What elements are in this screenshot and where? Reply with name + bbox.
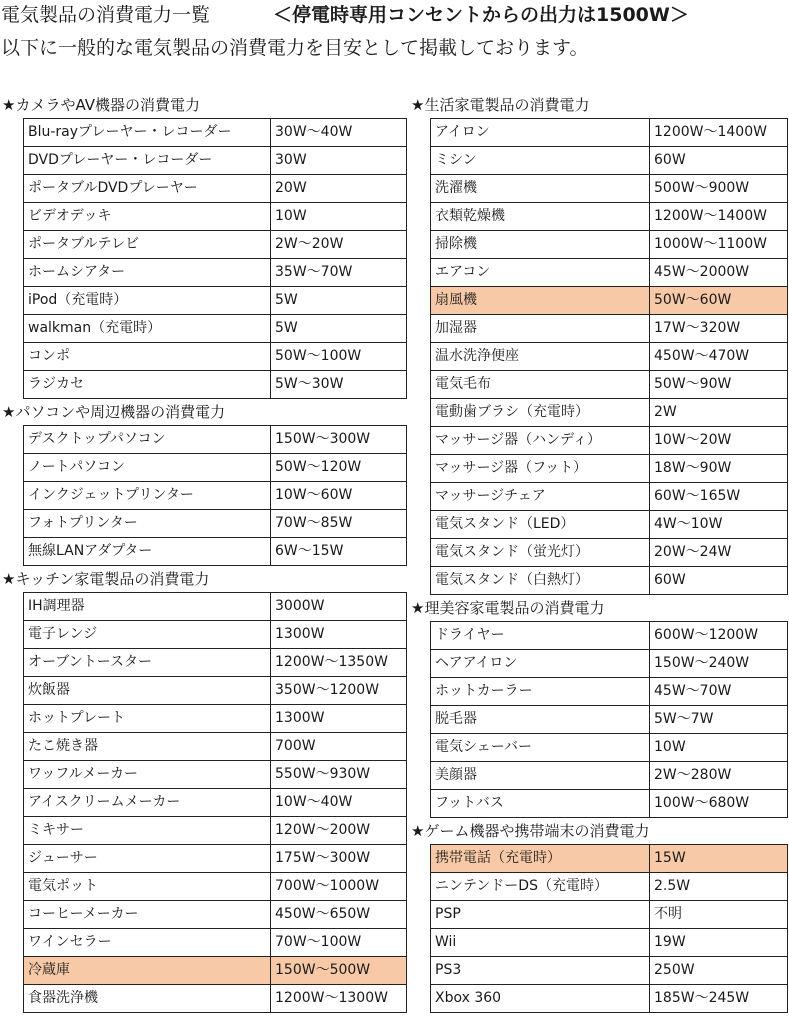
appliance-name: iPod（充電時） <box>24 287 271 315</box>
table-row <box>431 706 788 734</box>
power-value: 1000W〜1100W <box>650 231 788 259</box>
appliance-name: ホットプレート <box>24 705 271 733</box>
power-value: 1200W〜1300W <box>271 985 407 1013</box>
power-value: 15W <box>650 845 788 873</box>
appliance-name: ミシン <box>431 147 650 175</box>
appliance-name: 掃除機 <box>431 231 650 259</box>
appliance-name: ミキサー <box>24 817 271 845</box>
table-row <box>24 677 407 705</box>
appliance-name: 電気毛布 <box>431 371 650 399</box>
appliance-name: IH調理器 <box>24 593 271 621</box>
table-row <box>24 175 407 203</box>
table-row <box>431 175 788 203</box>
table-row <box>431 845 788 873</box>
table-row <box>431 399 788 427</box>
power-value: 17W〜320W <box>650 315 788 343</box>
appliance-name: 電気スタンド（LED） <box>431 511 650 539</box>
section-heading: ★カメラやAV機器の消費電力 <box>2 96 201 114</box>
appliance-name: ヘアアイロン <box>431 650 650 678</box>
appliance-name: 扇風機 <box>431 287 650 315</box>
title-text: 電気製品の消費電力一覧 <box>1 4 211 26</box>
power-value: 3000W <box>271 593 407 621</box>
power-value: 5W〜30W <box>271 371 407 399</box>
power-table <box>430 621 788 818</box>
table-row <box>24 147 407 175</box>
left-column <box>1 92 408 1013</box>
power-value: 30W <box>271 147 407 175</box>
appliance-name: ビデオデッキ <box>24 203 271 231</box>
power-value: 450W〜650W <box>271 901 407 929</box>
table-row <box>431 147 788 175</box>
power-value: 100W〜680W <box>650 790 788 818</box>
appliance-name: ジューサー <box>24 845 271 873</box>
table-row <box>431 985 788 1013</box>
section-heading: ★生活家電製品の消費電力 <box>411 96 590 114</box>
table-row <box>24 901 407 929</box>
table-row <box>24 343 407 371</box>
power-value: 4W〜10W <box>650 511 788 539</box>
appliance-name: コンポ <box>24 343 271 371</box>
table-row <box>24 482 407 510</box>
appliance-name: ワッフルメーカー <box>24 761 271 789</box>
appliance-name: マッサージチェア <box>431 483 650 511</box>
power-value: 50W〜60W <box>650 287 788 315</box>
table-row <box>24 119 407 147</box>
table-row <box>431 790 788 818</box>
power-value: 450W〜470W <box>650 343 788 371</box>
power-value: 1300W <box>271 705 407 733</box>
table-row <box>431 119 788 147</box>
section-heading: ★ゲーム機器や携帯端末の消費電力 <box>411 822 650 840</box>
table-row <box>431 343 788 371</box>
table-row <box>24 426 407 454</box>
appliance-name: walkman（充電時） <box>24 315 271 343</box>
appliance-name: アイスクリームメーカー <box>24 789 271 817</box>
appliance-name: Wii <box>431 929 650 957</box>
table-row <box>24 203 407 231</box>
table-row <box>431 427 788 455</box>
appliance-name: コーヒーメーカー <box>24 901 271 929</box>
table-row <box>24 957 407 985</box>
appliance-name: たこ焼き器 <box>24 733 271 761</box>
appliance-name: 電気スタンド（蛍光灯） <box>431 539 650 567</box>
appliance-name: PS3 <box>431 957 650 985</box>
power-value: 50W〜100W <box>271 343 407 371</box>
table-row <box>431 734 788 762</box>
appliance-name: フォトプリンター <box>24 510 271 538</box>
power-value: 45W〜70W <box>650 678 788 706</box>
table-row <box>24 873 407 901</box>
power-value: 10W <box>650 734 788 762</box>
power-value: 20W〜24W <box>650 539 788 567</box>
power-value: 60W〜165W <box>650 483 788 511</box>
power-value: 70W〜85W <box>271 510 407 538</box>
power-value: 700W <box>271 733 407 761</box>
appliance-name: 電気スタンド（白熱灯） <box>431 567 650 595</box>
power-value: 500W〜900W <box>650 175 788 203</box>
power-value: 350W〜1200W <box>271 677 407 705</box>
power-value: 2W〜280W <box>650 762 788 790</box>
power-value: 700W〜1000W <box>271 873 407 901</box>
appliance-name: 食器洗浄機 <box>24 985 271 1013</box>
power-value: 18W〜90W <box>650 455 788 483</box>
appliance-name: 脱毛器 <box>431 706 650 734</box>
power-table <box>23 118 407 399</box>
appliance-name: 炊飯器 <box>24 677 271 705</box>
appliance-name: ニンテンドーDS（充電時） <box>431 873 650 901</box>
table-row <box>431 483 788 511</box>
power-value: 50W〜120W <box>271 454 407 482</box>
power-value: 60W <box>650 567 788 595</box>
table-row <box>24 985 407 1013</box>
power-value: 1200W〜1400W <box>650 203 788 231</box>
table-row <box>431 287 788 315</box>
appliance-name: 洗濯機 <box>431 175 650 203</box>
appliance-name: 電気ポット <box>24 873 271 901</box>
power-value: 185W〜245W <box>650 985 788 1013</box>
appliance-name: 無線LANアダプター <box>24 538 271 566</box>
power-value: 600W〜1200W <box>650 622 788 650</box>
section-heading: ★理美容家電製品の消費電力 <box>411 599 605 617</box>
power-value: 1200W〜1350W <box>271 649 407 677</box>
table-row <box>431 371 788 399</box>
table-row <box>24 817 407 845</box>
table-row <box>431 231 788 259</box>
appliance-name: オーブントースター <box>24 649 271 677</box>
table-row <box>24 733 407 761</box>
power-value: 5W <box>271 315 407 343</box>
appliance-name: マッサージ器（ハンディ） <box>431 427 650 455</box>
appliance-name: ポータブルテレビ <box>24 231 271 259</box>
table-row <box>431 511 788 539</box>
table-row <box>431 567 788 595</box>
power-value: 10W〜40W <box>271 789 407 817</box>
table-row <box>24 761 407 789</box>
power-value: 10W <box>271 203 407 231</box>
appliance-name: 電子レンジ <box>24 621 271 649</box>
table-row <box>431 650 788 678</box>
table-row <box>431 203 788 231</box>
power-value: 2W〜20W <box>271 231 407 259</box>
appliance-name: Xbox 360 <box>431 985 650 1013</box>
appliance-name: エアコン <box>431 259 650 287</box>
appliance-name: ホットカーラー <box>431 678 650 706</box>
power-value: 50W〜90W <box>650 371 788 399</box>
appliance-name: フットバス <box>431 790 650 818</box>
table-row <box>431 539 788 567</box>
power-value: 45W〜2000W <box>650 259 788 287</box>
power-value: 5W <box>271 287 407 315</box>
power-value: 250W <box>650 957 788 985</box>
appliance-name: ワインセラー <box>24 929 271 957</box>
power-value: 19W <box>650 929 788 957</box>
power-table <box>23 592 407 1013</box>
power-value: 35W〜70W <box>271 259 407 287</box>
power-value: 150W〜240W <box>650 650 788 678</box>
table-row <box>24 705 407 733</box>
power-value: 2W <box>650 399 788 427</box>
table-row <box>431 315 788 343</box>
power-value: 10W〜20W <box>650 427 788 455</box>
power-value: 550W〜930W <box>271 761 407 789</box>
table-row <box>24 789 407 817</box>
power-value: 2.5W <box>650 873 788 901</box>
appliance-name: ノートパソコン <box>24 454 271 482</box>
section-heading: ★パソコンや周辺機器の消費電力 <box>2 403 226 421</box>
appliance-name: ラジカセ <box>24 371 271 399</box>
table-row <box>431 455 788 483</box>
power-value: 30W〜40W <box>271 119 407 147</box>
power-value: 不明 <box>650 901 788 929</box>
right-column <box>410 92 788 1013</box>
section-heading: ★キッチン家電製品の消費電力 <box>2 570 210 588</box>
appliance-name: PSP <box>431 901 650 929</box>
power-value: 175W〜300W <box>271 845 407 873</box>
appliance-name: ホームシアター <box>24 259 271 287</box>
power-value: 20W <box>271 175 407 203</box>
table-row <box>431 762 788 790</box>
appliance-name: デスクトップパソコン <box>24 426 271 454</box>
table-row <box>24 929 407 957</box>
power-value: 150W〜500W <box>271 957 407 985</box>
power-value: 5W〜7W <box>650 706 788 734</box>
table-row <box>431 929 788 957</box>
table-row <box>24 371 407 399</box>
table-row <box>24 649 407 677</box>
power-value: 1200W〜1400W <box>650 119 788 147</box>
table-row <box>431 622 788 650</box>
table-row <box>24 231 407 259</box>
table-row <box>431 901 788 929</box>
table-row <box>24 454 407 482</box>
power-value: 1300W <box>271 621 407 649</box>
appliance-name: 電動歯ブラシ（充電時） <box>431 399 650 427</box>
table-row <box>24 287 407 315</box>
appliance-name: マッサージ器（フット） <box>431 455 650 483</box>
power-value: 60W <box>650 147 788 175</box>
table-row <box>24 621 407 649</box>
appliance-name: 美顔器 <box>431 762 650 790</box>
table-row <box>24 845 407 873</box>
page-subtitle: 以下に一般的な電気製品の消費電力を目安として掲載しております。 <box>1 37 589 59</box>
appliance-name: 加湿器 <box>431 315 650 343</box>
appliance-name: 温水洗浄便座 <box>431 343 650 371</box>
appliance-name: 電気シェーバー <box>431 734 650 762</box>
power-value: 120W〜200W <box>271 817 407 845</box>
appliance-name: アイロン <box>431 119 650 147</box>
power-value: 150W〜300W <box>271 426 407 454</box>
table-row <box>24 315 407 343</box>
appliance-name: Blu-rayプレーヤー・レコーダー <box>24 119 271 147</box>
output-note: ＜停電時専用コンセントからの出力は1500W＞ <box>273 4 689 26</box>
table-row <box>431 957 788 985</box>
table-row <box>24 538 407 566</box>
appliance-name: DVDプレーヤー・レコーダー <box>24 147 271 175</box>
table-row <box>24 259 407 287</box>
table-row <box>24 593 407 621</box>
power-value: 10W〜60W <box>271 482 407 510</box>
appliance-name: ポータブルDVDプレーヤー <box>24 175 271 203</box>
table-row <box>24 510 407 538</box>
power-table <box>430 118 788 595</box>
power-value: 70W〜100W <box>271 929 407 957</box>
power-value: 6W〜15W <box>271 538 407 566</box>
appliance-name: インクジェットプリンター <box>24 482 271 510</box>
power-table <box>23 425 407 566</box>
page-title <box>1 2 689 28</box>
table-row <box>431 678 788 706</box>
appliance-name: 携帯電話（充電時） <box>431 845 650 873</box>
appliance-name: 冷蔵庫 <box>24 957 271 985</box>
appliance-name: ドライヤー <box>431 622 650 650</box>
table-row <box>431 259 788 287</box>
table-row <box>431 873 788 901</box>
appliance-name: 衣類乾燥機 <box>431 203 650 231</box>
power-table <box>430 844 788 1013</box>
